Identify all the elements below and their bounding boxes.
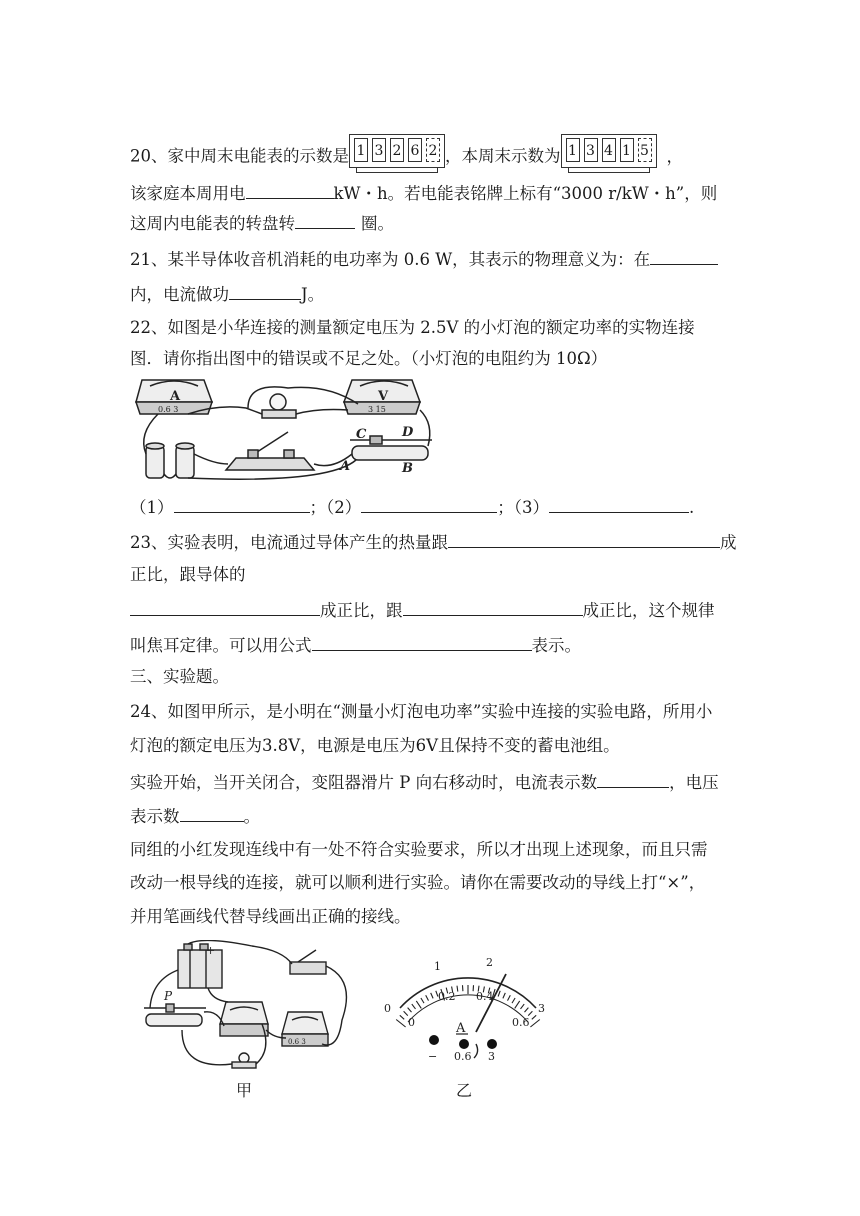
q20-line1 xyxy=(130,140,683,174)
q24-text-c: 表示数 xyxy=(130,807,180,826)
answer-blank[interactable] xyxy=(174,494,310,513)
q24-circuit-figure-jia xyxy=(142,940,356,1076)
q23-line3 xyxy=(130,597,715,623)
answer-blank[interactable] xyxy=(295,210,355,229)
fig-voltmeter-label: V xyxy=(378,389,389,404)
fig-jia-range-label: 0.6 3 xyxy=(288,1038,306,1046)
q22-line1: 22、如图是小华连接的测量额定电压为 2.5V 的小灯泡的额定功率的实物连接 xyxy=(130,318,695,337)
answer-blank[interactable] xyxy=(180,803,244,822)
answer-blank[interactable] xyxy=(312,632,532,651)
fig-jia-p-label: P xyxy=(164,989,173,1003)
terminal-3 xyxy=(487,1039,497,1049)
dial-tick xyxy=(404,1011,408,1015)
q23-text-a: 23、实验表明，电流通过导体产生的热量跟 xyxy=(130,533,448,552)
q20-text-c: ， xyxy=(666,146,683,166)
terminal-neg-label: − xyxy=(428,1050,438,1062)
q23-text-f: 表示。 xyxy=(531,636,581,655)
dial-bottom-tick-3: 0.6 xyxy=(512,1016,530,1029)
answer-blank[interactable] xyxy=(130,597,320,616)
meter-digit: 1 xyxy=(354,138,368,162)
meter-digit: 3 xyxy=(372,138,386,162)
meter-decimal-digit: 5 xyxy=(638,138,652,162)
answer-blank[interactable] xyxy=(246,180,334,199)
dial-bottom-tick-1: 0.2 xyxy=(438,990,456,1003)
meter-digit: 3 xyxy=(584,138,598,162)
fig-jia-caption: 甲 xyxy=(236,1081,253,1100)
dial-tick xyxy=(412,1004,416,1009)
dial-tick xyxy=(431,993,433,999)
q22-label-1: （1） xyxy=(130,498,174,517)
terminal-negative xyxy=(429,1035,439,1045)
dial-tick xyxy=(503,993,505,999)
answer-blank[interactable] xyxy=(549,494,689,513)
q23-text-e: 叫焦耳定律。可以用公式 xyxy=(130,636,312,655)
dial-tick xyxy=(528,1011,532,1015)
dial-tick xyxy=(457,986,458,992)
q24-line5: 同组的小红发现连线中有一处不符合实验要求，所以才出现上述现象，而且只需 xyxy=(130,840,708,859)
energy-meter-reading-2 xyxy=(561,134,657,168)
dial-tick xyxy=(512,998,515,1003)
q22-line2: 图．请你指出图中的错误或不足之处。（小灯泡的电阻约为 10Ω） xyxy=(130,349,608,368)
section-heading: 三、实验题。 xyxy=(130,667,229,686)
fig-terminal-d: D xyxy=(402,425,414,440)
terminal-0.6-label: 0.6 xyxy=(454,1050,472,1062)
q23-line2: 正比，跟导体的 xyxy=(130,565,246,584)
dial-top-tick-1: 1 xyxy=(434,960,441,973)
q24-text-b: ，电压 xyxy=(669,773,719,792)
answer-blank[interactable] xyxy=(597,769,669,788)
q20-text-b: ，本周末示数为 xyxy=(445,146,561,166)
dial-tick xyxy=(532,1015,536,1019)
q20-text-f: 这周内电能表的转盘转 xyxy=(130,214,295,233)
q24-line4 xyxy=(130,803,260,829)
meter-decimal-digit: 2 xyxy=(426,138,440,162)
q23-line1 xyxy=(130,529,737,555)
q23-text-d: 成正比，这个规律 xyxy=(582,601,715,620)
q22-label-2: ；（2） xyxy=(309,498,362,517)
answer-blank[interactable] xyxy=(403,597,583,616)
dial-tick xyxy=(498,991,500,997)
q23-line4 xyxy=(130,632,581,658)
fig-voltmeter-scale: 3 15 xyxy=(368,405,386,414)
dial-top-tick-2: 2 xyxy=(486,956,493,969)
dial-bottom-tick-0: 0 xyxy=(408,1016,415,1029)
fig-jia-plus-label: + xyxy=(206,944,216,957)
q23-text-b: 成 xyxy=(720,533,737,552)
q23-text-c: 成正比，跟 xyxy=(320,601,403,620)
dial-tick xyxy=(416,1001,421,1009)
q20-text-g: 圈。 xyxy=(361,214,394,233)
q24-line6: 改动一根导线的连接，就可以顺利进行实验。请你在需要改动的导线上打“×”， xyxy=(130,873,706,892)
fig-terminal-a: A xyxy=(340,459,351,474)
dial-tick xyxy=(530,1020,539,1028)
meter-digit: 6 xyxy=(408,138,422,162)
q20-text-d: 该家庭本周用电 xyxy=(130,184,246,203)
answer-blank[interactable] xyxy=(229,281,301,300)
q21-text-b: 内，电流做功 xyxy=(130,285,229,304)
dial-tick xyxy=(421,998,424,1003)
q21-text-c: J。 xyxy=(301,285,325,304)
q20-line3 xyxy=(130,210,394,236)
q20-text-a: 20、家中周末电能表的示数是 xyxy=(130,146,349,166)
fig-ammeter-scale: 0.6 3 xyxy=(158,405,179,414)
dial-tick xyxy=(396,1020,405,1028)
q24-text-a: 实验开始，当开关闭合，变阻器滑片 P 向右移动时，电流表示数 xyxy=(130,773,598,792)
q21-line2 xyxy=(130,281,324,307)
dial-bottom-tick-2: 0.4 xyxy=(476,990,494,1003)
dial-top-tick-3: 3 xyxy=(538,1002,545,1015)
q22-circuit-figure xyxy=(128,374,438,490)
dial-tick xyxy=(408,1008,412,1013)
answer-blank[interactable] xyxy=(448,529,720,548)
meter-digit: 4 xyxy=(602,138,616,162)
q20-line2 xyxy=(130,180,717,206)
q24-text-d: 。 xyxy=(243,807,260,826)
meter-digit: 2 xyxy=(390,138,404,162)
meter-digit: 1 xyxy=(566,138,580,162)
dial-tick xyxy=(515,1001,520,1009)
q22-end: . xyxy=(689,498,695,517)
dial-top-tick-0: 0 xyxy=(384,1002,391,1015)
fig-terminal-c: C xyxy=(356,427,367,442)
answer-blank[interactable] xyxy=(361,494,497,513)
answer-blank[interactable] xyxy=(650,246,718,265)
q24-line2: 灯泡的额定电压为3.8V，电源是电压为6V且保持不变的蓄电池组。 xyxy=(130,736,620,755)
fig-ammeter-label: A xyxy=(170,389,181,404)
fig-yi-caption: 乙 xyxy=(456,1081,473,1100)
q21-text-a: 21、某半导体收音机消耗的电功率为 0.6 W，其表示的物理意义为：在 xyxy=(130,250,651,269)
meter-digit: 1 xyxy=(620,138,634,162)
q24-line3 xyxy=(130,769,719,795)
dial-tick xyxy=(508,995,511,1000)
q24-ammeter-dial-yi xyxy=(378,952,554,1062)
q21-line1 xyxy=(130,246,718,272)
dial-tick xyxy=(521,1004,525,1009)
terminal-3-label: 3 xyxy=(488,1050,495,1062)
dial-tick xyxy=(525,1008,529,1013)
q24-line1: 24、如图甲所示，是小明在“测量小灯泡电功率”实验中连接的实验电路，所用小 xyxy=(130,702,713,721)
dial-tick xyxy=(426,995,429,1000)
q24-line7: 并用笔画线代替导线画出正确的接线。 xyxy=(130,907,411,926)
q22-label-3: ；（3） xyxy=(497,498,549,517)
q20-text-e: kW・h。若电能表铭牌上标有“3000 r/kW・h”，则 xyxy=(333,184,718,203)
terminal-0.6 xyxy=(459,1039,469,1049)
dial-tick xyxy=(400,1015,404,1019)
q22-answers xyxy=(130,494,694,520)
energy-meter-reading-1 xyxy=(349,134,445,168)
dial-unit-label: A xyxy=(456,1021,466,1036)
fig-terminal-b: B xyxy=(402,461,413,476)
